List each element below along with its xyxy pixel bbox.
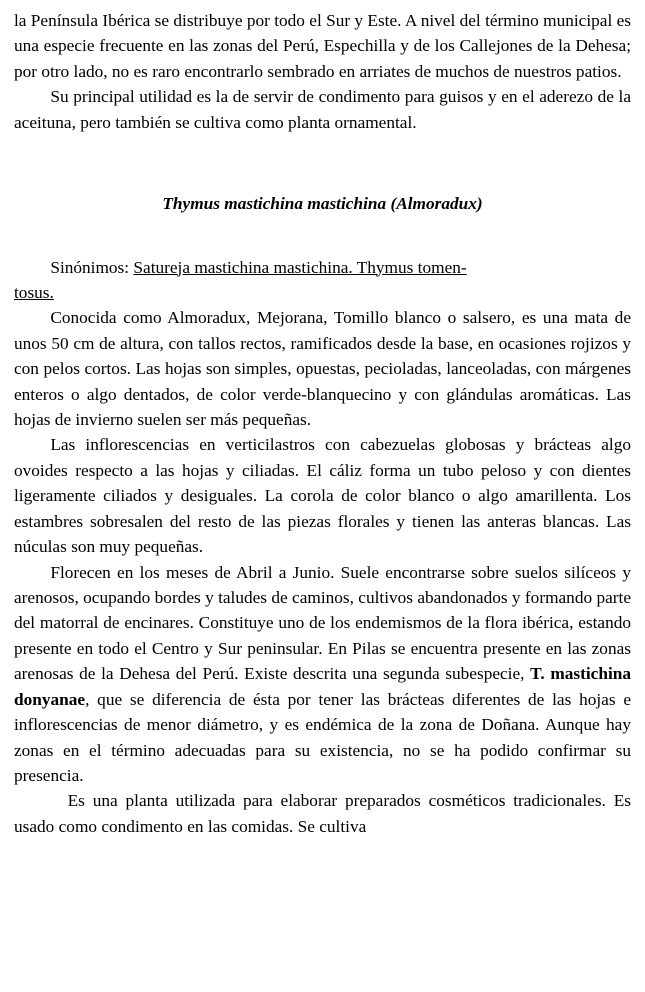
subspecies-name: T. mastichina donyanae (14, 664, 631, 709)
spacer-after-heading (14, 217, 631, 255)
paragraph-intro: la Península Ibérica se distribuye por todo el Sur y Este. A nivel del término municipal es una especie frecuente en las zonas del Perú, Espechilla y de los Callejones de la Dehesa; por otro lado, no es raro encontrarlo sembrado en arriates de muchos de nuestros patios. (14, 11, 631, 81)
floracion-text-before: Florecen en los meses de Abril a Junio. Suele encontrarse sobre suelos silíceos y arenosos, ocupando bordes y taludes de caminos, cultivos abandonados y formando parte del matorral de encinares. Constituye uno de los endemismos de la flora ibérica, estando presente en todo el Centro y Sur peninsular. En Pilas se encuentra presente en las zonas arenosas de la Dehesa del Perú. Existe descrita una segunda subespecie, (14, 562, 631, 684)
paragraph-descripcion: Conocida como Almoradux, Mejorana, Tomillo blanco o salsero, es una mata de unos 50 cm de altura, con tallos rectos, ramificados desde la base, en ocasiones rojizos y con pelos cortos. Las hojas son simples, opuestas, pecioladas, lanceoladas, con márgenes enteros o algo dentados, de color verde-blanquecino y con glándulas aromáticas. Las hojas de invierno suelen ser más pequeñas. (14, 308, 631, 430)
floracion-text-after: , que se diferencia de ésta por tener las brácteas diferentes de las hojas e inflorescencias de menor diámetro, y es endémica de la zona de Doñana. Aunque hay zonas en el término adecuadas para su existencia, no se ha podido confirmar su presencia. (14, 689, 631, 785)
paragraph-utilidad: Su principal utilidad es la de servir de condimento para guisos y en el aderezo de la aceituna, pero también se cultiva como planta ornamental. (14, 87, 631, 132)
synonyms-value: Satureja mastichina mastichina. Thymus tomen- (133, 257, 467, 277)
synonyms-label: Sinónimos: (50, 257, 130, 277)
spacer-before-heading (14, 135, 631, 191)
section-heading: Thymus mastichina mastichina (Almoradux) (162, 194, 483, 214)
synonyms-continuation (14, 280, 631, 305)
paragraph-usos: Es una planta utilizada para elaborar preparados cosméticos tradicionales. Es usado como condimento en las comidas. Se cultiva (14, 791, 631, 836)
synonyms-value-continued: tosus. (14, 282, 54, 302)
paragraph-inflorescencias: Las inflorescencias en verticilastros con cabezuelas globosas y brácteas algo ovoides respecto a las hojas y ciliadas. El cáliz forma un tubo peloso y con dientes ligeramente ciliados y desiguales. La corola de color blanco o algo amarillenta. Los estambres sobresalen del resto de las piezas florales y tienen las anteras blancas. Las núculas son muy pequeñas. (14, 435, 631, 557)
paragraph-floracion (14, 560, 631, 789)
synonyms-line (14, 255, 631, 280)
